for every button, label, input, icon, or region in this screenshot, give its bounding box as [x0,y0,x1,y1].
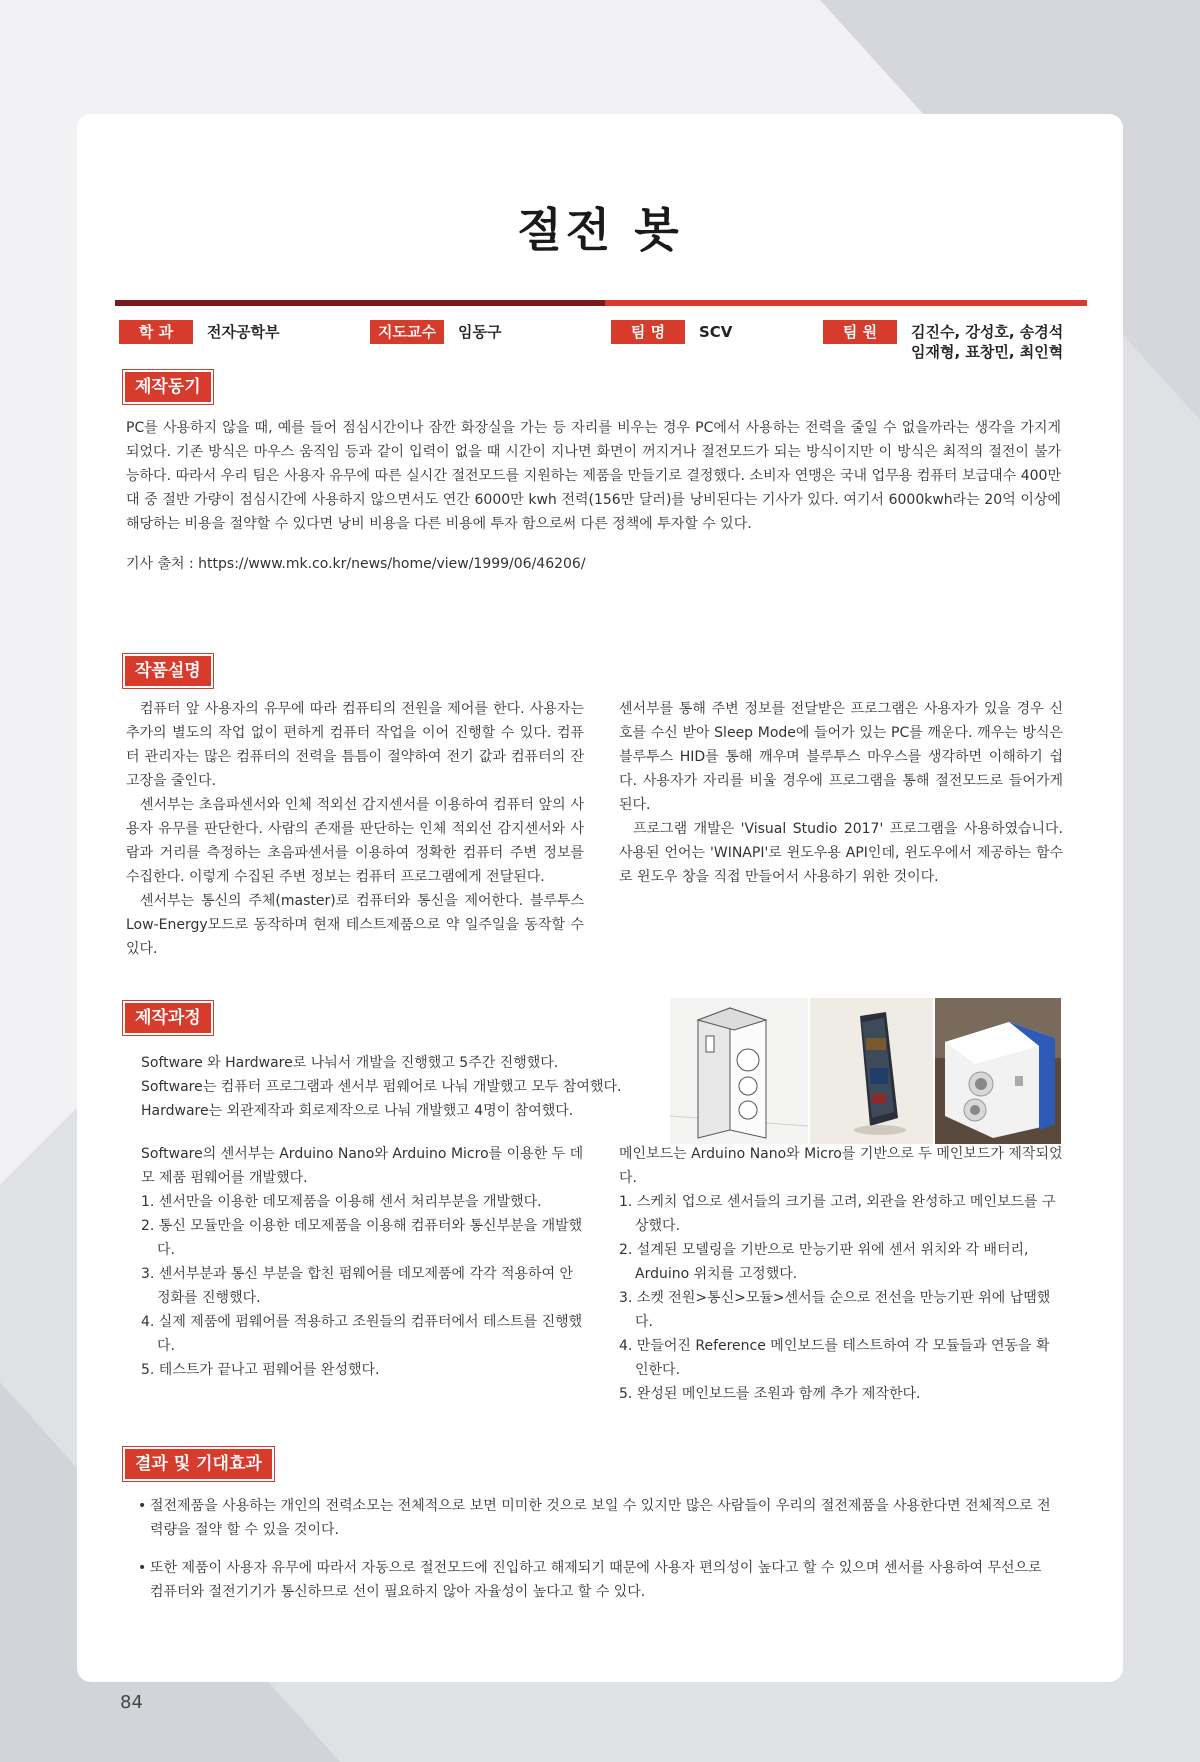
page-title: 절전 봇 [517,203,683,257]
advisor-tag: 지도교수 [370,320,444,344]
process-left-intro: Software의 센서부는 Arduino Nano와 Arduino Micro를 이용한 두 데모 제품 펌웨어를 개발했다. [141,1146,584,1186]
motivation-text: PC를 사용하지 않을 때, 예를 들어 점심시간이나 잠깐 화장실을 가는 등 자리를 비우는 경우 PC에서 사용하는 전력을 줄일 수 없을까라는 생각을 가지게 되었다. 기존 방식은 마우스 움직임 등과 같이 입력이 없을 때 시간이 지나면 화면이 꺼지거나 절전모드가 되는 방식이지만 이 방식은 최적의 절전이 불가능하다. 따라서 우리 팀은 사용자 유무에 따른 실시간 절전모드를 지원하는 제품을 만들기로 결정했다. 소비자 연맹은 국내 업무용 컴퓨터 보급대수 400만대 중 절반 가량이 점심시간에 사용하지 않으면서도 연간 6000만 kwh 전력(156만 달러)를 낭비된다는 기사가 있다. 여기서 6000kwh라는 20억 이상에 해당하는 비용을 절약할 수 있다면 낭비 비용을 다른 비용에 투자 함으로써 다른 정책에 투자할 수 있다. [126,420,1061,532]
process-summary [141,1051,641,1123]
process-left-column [141,1142,585,1382]
motivation-source: 기사 출처 : https://www.mk.co.kr/news/home/view/1999/06/46206/ [126,556,586,572]
motivation-body [126,416,1061,576]
process-right-steps [619,1190,1063,1406]
description-right-para: 프로그램 개발은 'Visual Studio 2017' 프로그램을 사용하였습니다. 사용된 언어는 'WINAPI'로 윈도우용 API인데, 윈도우에서 제공하는 함수로 윈도우 창을 직접 만들어서 사용하기 위한 것이다. [619,821,1063,885]
title-divider [115,300,1087,306]
info-members [823,320,1063,362]
department-tag: 학 과 [119,320,193,344]
process-right-step: 4. 만들어진 Reference 메인보드를 테스트하여 각 모듈들과 연동을 확인한다. [619,1338,1050,1378]
result-bullet [138,1556,1058,1604]
process-right-step: 5. 완성된 메인보드를 조원과 함께 추가 제작한다. [619,1386,921,1402]
bullet-mark: • [138,1498,147,1514]
finished-product-image [935,998,1061,1144]
description-left-para: 컴퓨터 앞 사용자의 유무에 따라 컴퓨티의 전원을 제어를 한다. 사용자는 추가의 별도의 작업 없이 편하게 컴퓨터 작업을 이어 진행할 수 있다. 컴퓨터 관리자는 많은 컴퓨터의 전력을 틈틈이 절약하여 전기 값과 컴퓨터의 잔 고장을 줄인다. [126,701,584,789]
description-left-column [126,697,584,961]
info-team-name [611,320,732,344]
description-right-para: 센서부를 통해 주변 정보를 전달받은 프로그램은 사용자가 있을 경우 신호를 수신 받아 Sleep Mode에 들어가 있는 PC를 깨운다. 깨우는 방식은 블루투스 HID를 통해 깨우며 블루투스 마우스를 생각하면 이해하기 쉽다. 사용자가 자리를 비울 경우에 프로그램을 통해 절전모드로 들어가게 된다. [619,701,1063,813]
members-value [911,320,1063,362]
process-left-step: 4. 실제 제품에 펌웨어를 적용하고 조원들의 컴퓨터에서 테스트를 진행했다. [141,1314,583,1354]
team-name-value: SCV [699,323,733,341]
page-number: 84 [120,1692,143,1713]
process-summary-line: Software 와 Hardware로 나눠서 개발을 진행했고 5주간 진행했다. [141,1055,559,1071]
sketchup-model-image [670,998,808,1144]
info-department [119,320,279,344]
process-summary-line: Hardware는 외관제작과 회로제작으로 나눠 개발했고 4명이 참여했다. [141,1103,574,1119]
members-line-1: 김진수, 강성호, 송경석 [911,323,1064,341]
process-left-step: 5. 테스트가 끝나고 펌웨어를 완성했다. [141,1362,380,1378]
content-card [77,114,1123,1682]
circuit-board-image [810,998,933,1144]
process-left-step: 3. 센서부분과 통신 부분을 합친 펌웨어를 데모제품에 각각 적용하여 안정화를 진행했다. [141,1266,574,1306]
advisor-value: 임동구 [458,323,502,341]
process-summary-line: Software는 컴퓨터 프로그램과 센서부 펌웨어로 나눠 개발했고 모두 참여했다. [141,1079,622,1095]
result-heading: 결과 및 기대효과 [123,1447,274,1481]
info-advisor [370,320,501,344]
process-heading: 제작과정 [123,1001,213,1035]
description-left-para: 센서부는 통신의 주체(master)로 컴퓨터와 통신을 제어한다. 블루투스 Low-Energy모드로 동작하며 현재 테스트제품으로 약 일주일을 동작할 수 있다. [126,893,584,957]
process-left-steps [141,1190,585,1382]
result-bullet-text: 또한 제품이 사용자 유무에 따라서 자동으로 절전모드에 진입하고 해제되기 때문에 사용자 편의성이 높다고 할 수 있으며 센서를 사용하여 무선으로 컴퓨터와 절전기기가 통신하므로 선이 필요하지 않아 자율성이 높다고 할 수 있다. [150,1560,1042,1600]
team-name-tag: 팀 명 [611,320,685,344]
description-left-para: 센서부는 초음파센서와 인체 적외선 감지센서를 이용하여 컴퓨터 앞의 사용자 유무를 판단한다. 사람의 존재를 판단하는 인체 적외선 감지센서와 사람과 거리를 측정하는 초음파센서를 이용하여 정확한 컴퓨터 주변 정보를 수집한다. 이렇게 수집된 주변 정보는 컴퓨터 프로그램에게 전달된다. [126,797,584,885]
department-value: 전자공학부 [207,323,280,341]
process-right-step: 1. 스케치 업으로 센서들의 크기를 고려, 외관을 완성하고 메인보드를 구상했다. [619,1194,1056,1234]
motivation-heading: 제작동기 [123,370,213,404]
process-left-step: 1. 센서만을 이용한 데모제품을 이용해 센서 처리부분을 개발했다. [141,1194,542,1210]
process-right-column [619,1142,1063,1406]
process-right-step: 3. 소켓 전원>통신>모듈>센서들 순으로 전선을 만능기판 위에 납땜했다. [619,1290,1051,1330]
process-left-step: 2. 통신 모듈만을 이용한 데모제품을 이용해 컴퓨터와 통신부분을 개발했다. [141,1218,583,1258]
process-right-step: 2. 설계된 모델링을 기반으로 만능기판 위에 센서 위치와 각 배터리, Arduino 위치를 고정했다. [619,1242,1029,1282]
bullet-mark: • [138,1560,147,1576]
result-bullet-text: 절전제품을 사용하는 개인의 전력소모는 전체적으로 보면 미미한 것으로 보일 수 있지만 많은 사람들이 우리의 절전제품을 사용한다면 전체적으로 전력량을 절약 할 수 있을 것이다. [150,1498,1051,1538]
members-line-2: 임재형, 표창민, 최인혁 [911,343,1064,361]
description-right-column [619,697,1063,889]
description-heading: 작품설명 [123,654,213,688]
result-bullet [138,1494,1058,1542]
members-tag: 팀 원 [823,320,897,344]
process-right-intro: 메인보드는 Arduino Nano와 Micro를 기반으로 두 메인보드가 제작되었다. [619,1146,1063,1186]
